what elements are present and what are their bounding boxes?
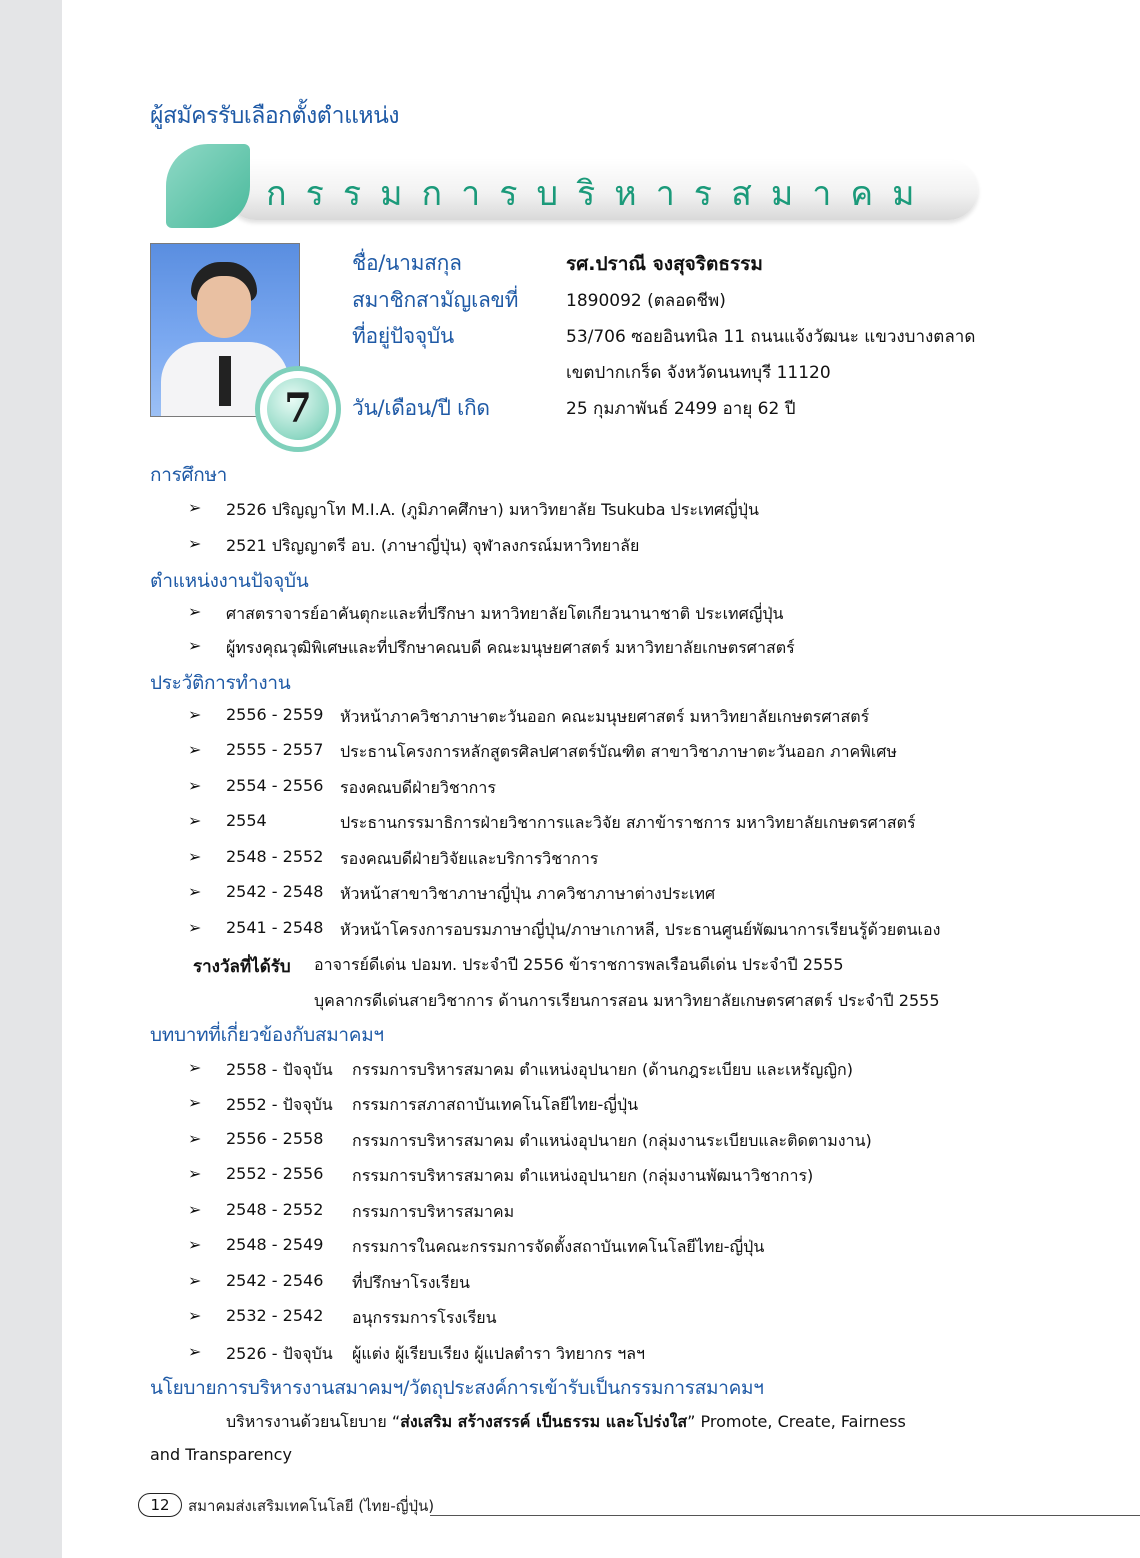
role-years: 2526 - ปัจจุบัน xyxy=(226,1344,333,1363)
name-label: ชื่อ/นามสกุล xyxy=(352,251,462,275)
role-desc: กรรมการบริหารสมาคม ตำแหน่งอุปนายก (ด้านกฎระเบียบ และเหรัญญิก) xyxy=(352,1060,853,1079)
policy-line-2: and Transparency xyxy=(150,1445,292,1464)
current-position-item: ผู้ทรงคุณวุฒิพิเศษและที่ปรึกษาคณบดี คณะมนุษยศาสตร์ มหาวิทยาลัยเกษตรศาสตร์ xyxy=(226,638,795,657)
role-years: 2548 - 2549 xyxy=(226,1235,324,1254)
work-years: 2554 xyxy=(226,811,267,830)
award-line-2: บุคลากรดีเด่นสายวิชาการ ด้านการเรียนการสอน มหาวิทยาลัยเกษตรศาสตร์ ประจำปี 2555 xyxy=(314,991,940,1010)
left-margin-bar xyxy=(0,0,62,1558)
work-desc: หัวหน้าสาขาวิชาภาษาญี่ปุ่น ภาควิชาภาษาต่างประเทศ xyxy=(340,884,716,903)
bullet-arrow-icon: ➢ xyxy=(188,1093,202,1112)
bullet-arrow-icon: ➢ xyxy=(188,740,202,759)
bullet-arrow-icon: ➢ xyxy=(188,1058,202,1077)
bullet-arrow-icon: ➢ xyxy=(188,1235,202,1254)
policy-line-1 xyxy=(226,1410,906,1435)
work-desc: หัวหน้าภาควิชาภาษาตะวันออก คณะมนุษยศาสตร์ มหาวิทยาลัยเกษตรศาสตร์ xyxy=(340,707,870,726)
bullet-arrow-icon: ➢ xyxy=(188,534,202,553)
member-label: สมาชิกสามัญเลขที่ xyxy=(352,288,519,312)
work-history-heading: ประวัติการทำงาน xyxy=(150,672,291,694)
work-years: 2554 - 2556 xyxy=(226,776,324,795)
footer-rule xyxy=(430,1515,1140,1516)
work-years: 2541 - 2548 xyxy=(226,918,324,937)
bullet-arrow-icon: ➢ xyxy=(188,882,202,901)
address-line-2: เขตปากเกร็ด จังหวัดนนทบุรี 11120 xyxy=(566,363,831,383)
photo-tie xyxy=(219,356,231,406)
role-desc: กรรมการบริหารสมาคม ตำแหน่งอุปนายก (กลุ่มงานพัฒนาวิชาการ) xyxy=(352,1166,814,1185)
bullet-arrow-icon: ➢ xyxy=(188,1164,202,1183)
bullet-arrow-icon: ➢ xyxy=(188,498,202,517)
bullet-arrow-icon: ➢ xyxy=(188,847,202,866)
policy-suffix: ” Promote, Create, Fairness xyxy=(687,1412,906,1431)
bullet-arrow-icon: ➢ xyxy=(188,1271,202,1290)
candidate-kicker: ผู้สมัครรับเลือกตั้งตำแหน่ง xyxy=(150,103,400,129)
birth-value: 25 กุมภาพันธ์ 2499 อายุ 62 ปี xyxy=(566,399,796,419)
address-label: ที่อยู่ปัจจุบัน xyxy=(352,324,454,348)
work-desc: ประธานกรรมาธิการฝ่ายวิชาการและวิจัย สภาข้าราชการ มหาวิทยาลัยเกษตรศาสตร์ xyxy=(340,813,916,832)
role-desc: ที่ปรึกษาโรงเรียน xyxy=(352,1273,470,1292)
candidate-number: 7 xyxy=(267,378,329,440)
bullet-arrow-icon: ➢ xyxy=(188,918,202,937)
role-years: 2556 - 2558 xyxy=(226,1129,324,1148)
bullet-arrow-icon: ➢ xyxy=(188,1306,202,1325)
education-heading: การศึกษา xyxy=(150,464,228,486)
work-years: 2555 - 2557 xyxy=(226,740,324,759)
member-value: 1890092 (ตลอดชีพ) xyxy=(566,291,726,311)
policy-prefix: บริหารงานด้วยนโยบาย “ xyxy=(226,1412,401,1431)
address-line-1: 53/706 ซอยอินทนิล 11 ถนนแจ้งวัฒนะ แขวงบางตลาด xyxy=(566,327,976,347)
policy-heading: นโยบายการบริหารงานสมาคมฯ/วัตถุประสงค์การเข้ารับเป็นกรรมการสมาคมฯ xyxy=(150,1377,764,1399)
award-line-1: อาจารย์ดีเด่น ปอมท. ประจำปี 2556 ข้าราชการพลเรือนดีเด่น ประจำปี 2555 xyxy=(314,955,844,974)
role-years: 2542 - 2546 xyxy=(226,1271,324,1290)
photo-face xyxy=(197,276,251,338)
name-value: รศ.ปราณี จงสุจริตธรรม xyxy=(566,253,763,275)
bullet-arrow-icon: ➢ xyxy=(188,1342,202,1361)
role-desc: กรรมการสภาสถาบันเทคโนโลยีไทย-ญี่ปุ่น xyxy=(352,1095,639,1114)
footer-publication: สมาคมส่งเสริมเทคโนโลยี (ไทย-ญี่ปุ่น) xyxy=(188,1497,435,1515)
roles-heading: บทบาทที่เกี่ยวข้องกับสมาคมฯ xyxy=(150,1024,384,1046)
role-desc: อนุกรรมการโรงเรียน xyxy=(352,1308,497,1327)
birth-label: วัน/เดือน/ปี เกิด xyxy=(352,396,490,420)
bullet-arrow-icon: ➢ xyxy=(188,776,202,795)
page-number: 12 xyxy=(138,1493,182,1517)
role-years: 2552 - 2556 xyxy=(226,1164,324,1183)
bullet-arrow-icon: ➢ xyxy=(188,636,202,655)
section-banner xyxy=(166,144,978,228)
bullet-arrow-icon: ➢ xyxy=(188,811,202,830)
education-item: 2521 ปริญญาตรี อบ. (ภาษาญี่ปุ่น) จุฬาลงกรณ์มหาวิทยาลัย xyxy=(226,536,640,555)
role-desc: ผู้แต่ง ผู้เรียบเรียง ผู้แปลตำรา วิทยากร ฯลฯ xyxy=(352,1344,645,1363)
work-years: 2548 - 2552 xyxy=(226,847,324,866)
work-years: 2542 - 2548 xyxy=(226,882,324,901)
bullet-arrow-icon: ➢ xyxy=(188,705,202,724)
current-position-heading: ตำแหน่งงานปัจจุบัน xyxy=(150,570,309,592)
education-item: 2526 ปริญญาโท M.I.A. (ภูมิภาคศึกษา) มหาวิทยาลัย Tsukuba ประเทศญี่ปุ่น xyxy=(226,500,759,519)
role-desc: กรรมการบริหารสมาคม xyxy=(352,1202,515,1221)
awards-label: รางวัลที่ได้รับ xyxy=(193,957,291,977)
work-desc: หัวหน้าโครงการอบรมภาษาญี่ปุ่น/ภาษาเกาหลี, ประธานศูนย์พัฒนาการเรียนรู้ด้วยตนเอง xyxy=(340,920,941,939)
role-years: 2558 - ปัจจุบัน xyxy=(226,1060,333,1079)
candidate-number-badge xyxy=(255,366,341,452)
policy-slogan: ส่งเสริม สร้างสรรค์ เป็นธรรม และโปร่งใส xyxy=(400,1412,688,1431)
role-desc: กรรมการบริหารสมาคม ตำแหน่งอุปนายก (กลุ่มงานระเบียบและติดตามงาน) xyxy=(352,1131,872,1150)
bullet-arrow-icon: ➢ xyxy=(188,1129,202,1148)
work-years: 2556 - 2559 xyxy=(226,705,324,724)
role-years: 2552 - ปัจจุบัน xyxy=(226,1095,333,1114)
bullet-arrow-icon: ➢ xyxy=(188,1200,202,1219)
leaf-ornament-icon xyxy=(166,144,250,228)
work-desc: ประธานโครงการหลักสูตรศิลปศาสตร์บัณฑิต สาขาวิชาภาษาตะวันออก ภาคพิเศษ xyxy=(340,742,897,761)
work-desc: รองคณบดีฝ่ายวิชาการ xyxy=(340,778,496,797)
work-desc: รองคณบดีฝ่ายวิจัยและบริการวิชาการ xyxy=(340,849,599,868)
role-years: 2532 - 2542 xyxy=(226,1306,324,1325)
role-desc: กรรมการในคณะกรรมการจัดตั้งสถาบันเทคโนโลยีไทย-ญี่ปุ่น xyxy=(352,1237,765,1256)
banner-title: กรรมการบริหารสมาคม xyxy=(266,174,934,214)
bullet-arrow-icon: ➢ xyxy=(188,602,202,621)
current-position-item: ศาสตราจารย์อาคันตุกะและที่ปรึกษา มหาวิทยาลัยโตเกียวนานาชาติ ประเทศญี่ปุ่น xyxy=(226,604,784,623)
role-years: 2548 - 2552 xyxy=(226,1200,324,1219)
